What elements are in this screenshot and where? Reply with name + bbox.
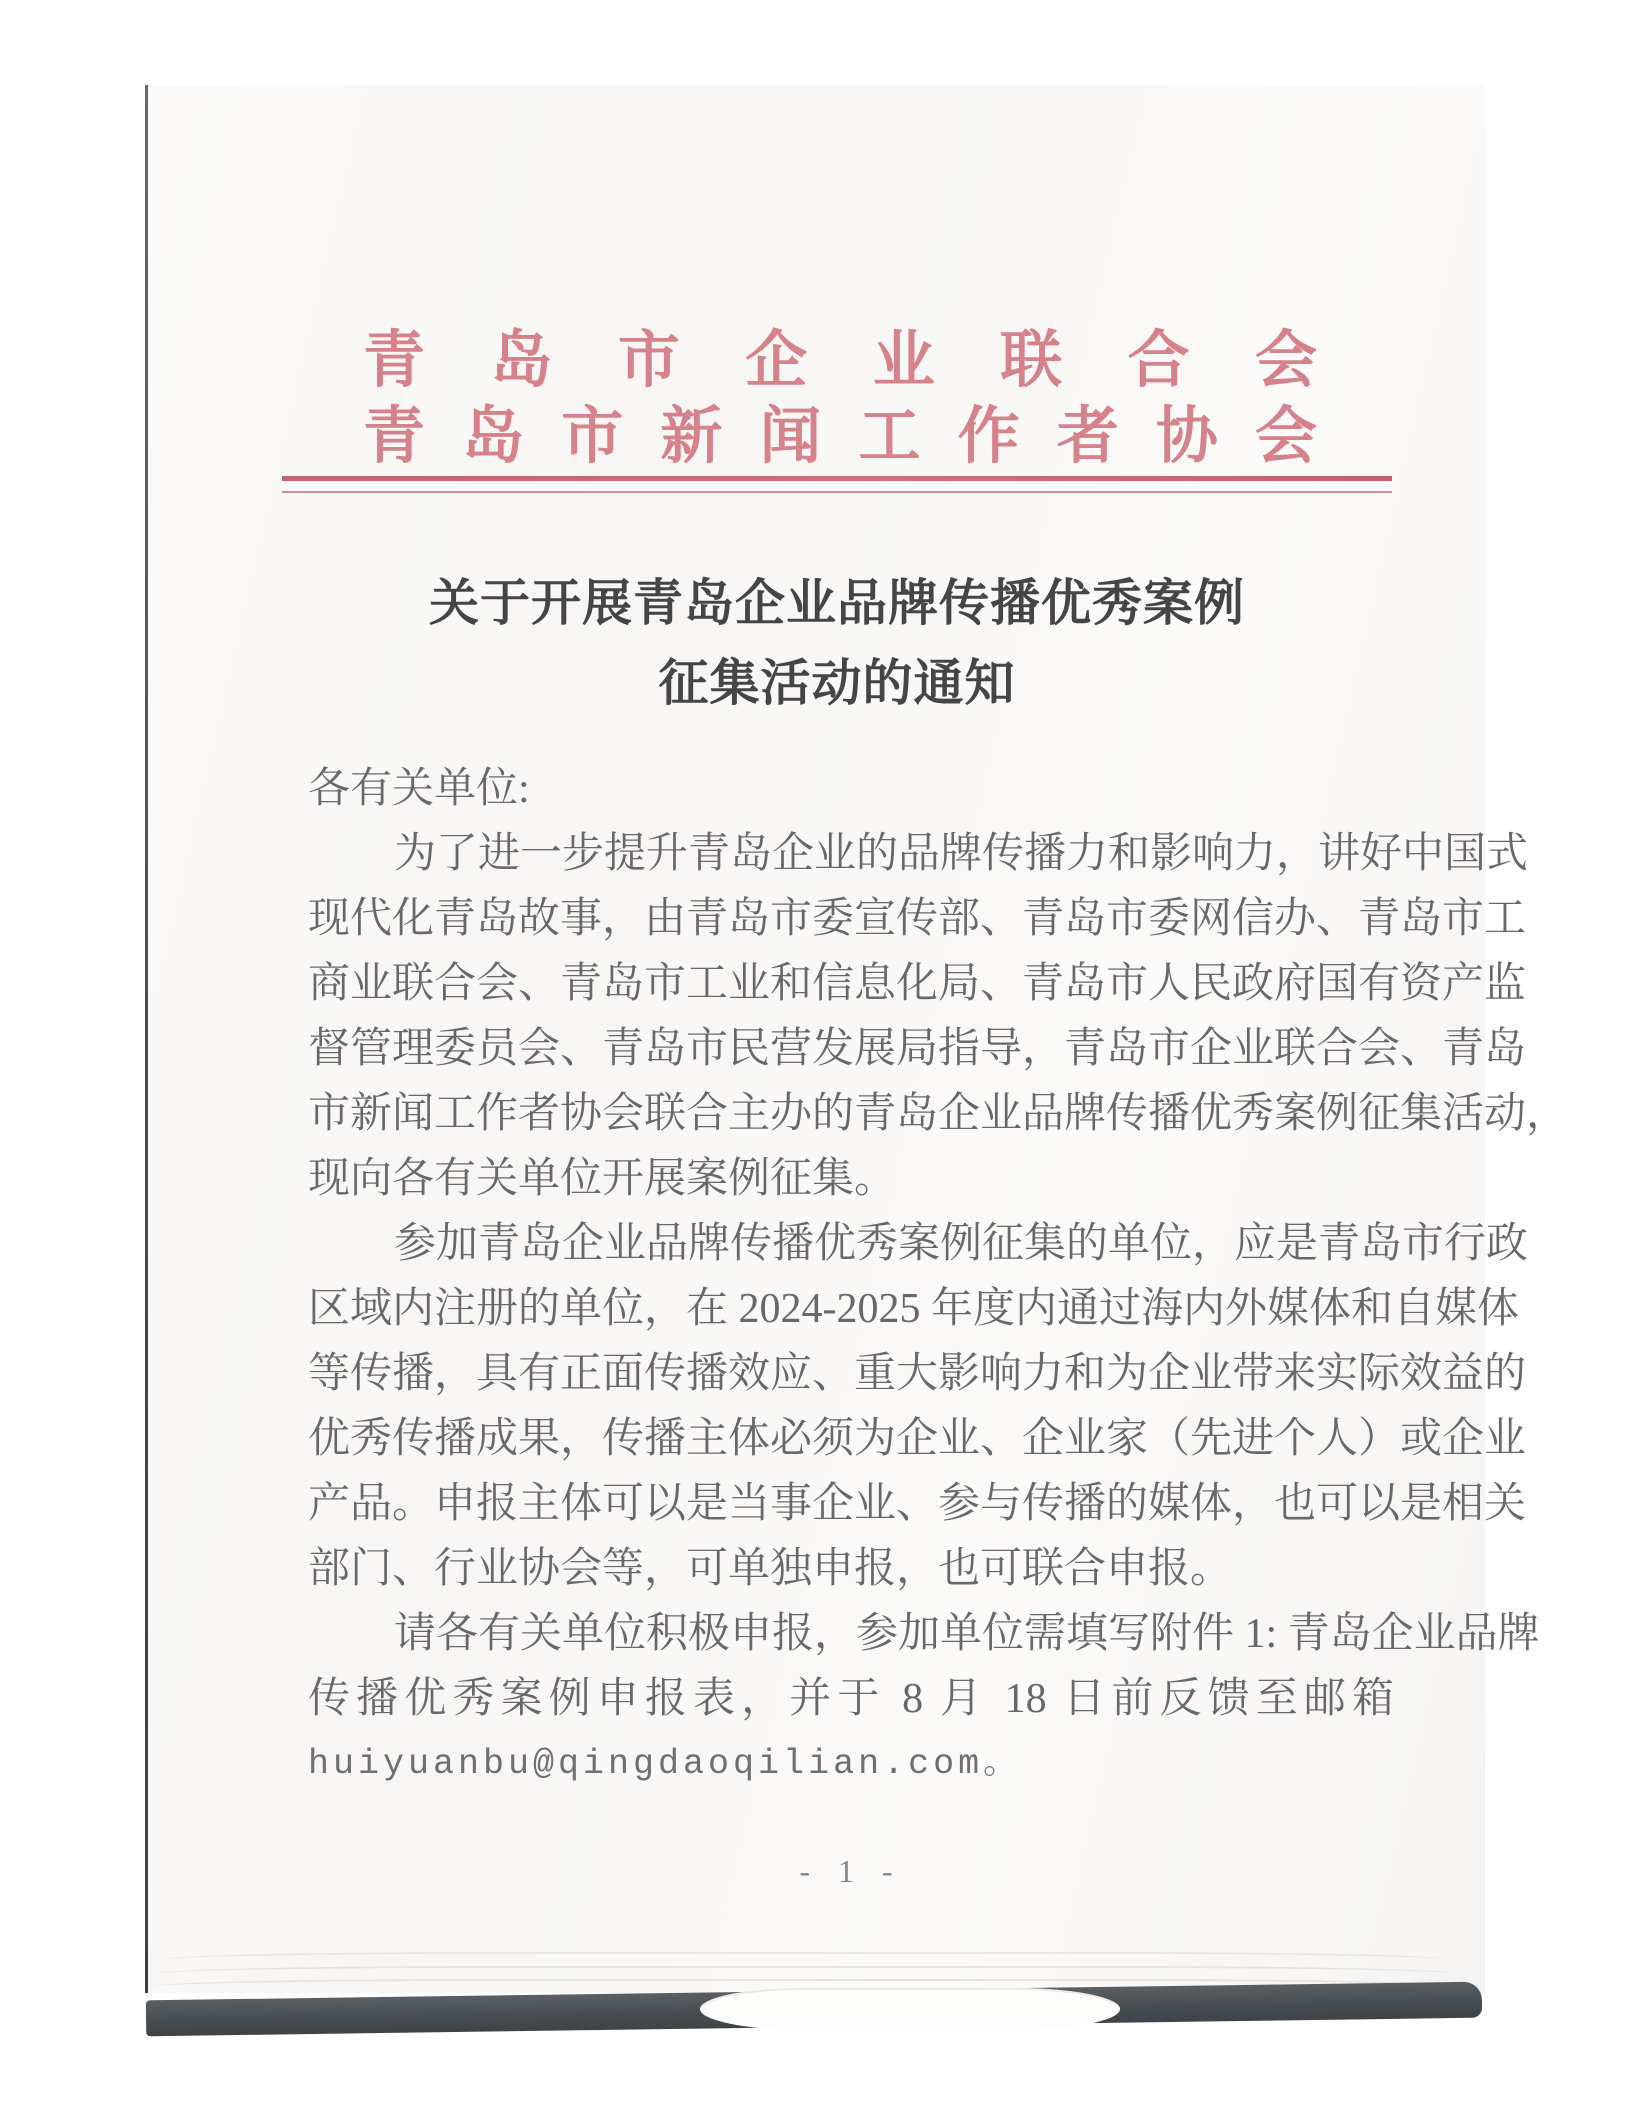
document-line: 等传播，具有正面传播效应、重大影响力和为企业带来实际效益的 bbox=[308, 1351, 1527, 1397]
paper-curl-edge bbox=[700, 1988, 1120, 2030]
letterhead-divider-thin bbox=[282, 491, 1392, 493]
letterhead-org-2: 青岛市新闻工作者协会 bbox=[363, 402, 1317, 471]
document-line: 为了进一步提升青岛企业的品牌传播力和影响力，讲好中国式 bbox=[394, 831, 1529, 877]
page-number: - 1 - bbox=[799, 1853, 903, 1889]
document-line: 产品。申报主体可以是当事企业、参与传播的媒体，也可以是相关 bbox=[308, 1481, 1527, 1527]
document-page bbox=[145, 85, 1569, 1993]
document-line: 各有关单位: bbox=[308, 766, 530, 812]
letterhead-divider-thick bbox=[282, 476, 1392, 481]
document-line: 现代化青岛故事，由青岛市委宣传部、青岛市委网信办、青岛市工 bbox=[308, 896, 1527, 942]
document-body bbox=[308, 757, 1569, 1797]
letterhead-org-1: 青岛市企业联合会 bbox=[363, 326, 1317, 395]
document-title bbox=[282, 563, 1392, 723]
document-line: 请各有关单位积极申报，参加单位需填写附件 1: 青岛企业品牌 bbox=[394, 1611, 1540, 1657]
document-line: 市新闻工作者协会联合主办的青岛企业品牌传播优秀案例征集活动， bbox=[308, 1091, 1569, 1137]
document-line: 参加青岛企业品牌传播优秀案例征集的单位，应是青岛市行政 bbox=[394, 1221, 1529, 1267]
document-line: 现向各有关单位开展案例征集。 bbox=[308, 1156, 897, 1202]
page-edge-shadow bbox=[145, 85, 148, 1993]
document-line: 区域内注册的单位，在 2024-2025 年度内通过海内外媒体和自媒体 bbox=[308, 1286, 1519, 1332]
letterhead bbox=[363, 323, 1317, 475]
document-line: 商业联合会、青岛市工业和信息化局、青岛市人民政府国有资产监 bbox=[308, 961, 1527, 1007]
document-line: huiyuanbu@qingdaoqilian.com。 bbox=[308, 1744, 1023, 1784]
document-line: 部门、行业协会等，可单独申报，也可联合申报。 bbox=[308, 1546, 1233, 1592]
document-line: 优秀传播成果，传播主体必须为企业、企业家（先进个人）或企业 bbox=[308, 1416, 1527, 1462]
document-line: 传播优秀案例申报表，并于 8 月 18 日前反馈至邮箱 bbox=[308, 1676, 1394, 1722]
document-line: 督管理委员会、青岛市民营发展局指导，青岛市企业联合会、青岛 bbox=[308, 1026, 1527, 1072]
document-title-line-1: 关于开展青岛企业品牌传播优秀案例 bbox=[429, 575, 1245, 631]
document-title-line-2: 征集活动的通知 bbox=[658, 655, 1016, 711]
